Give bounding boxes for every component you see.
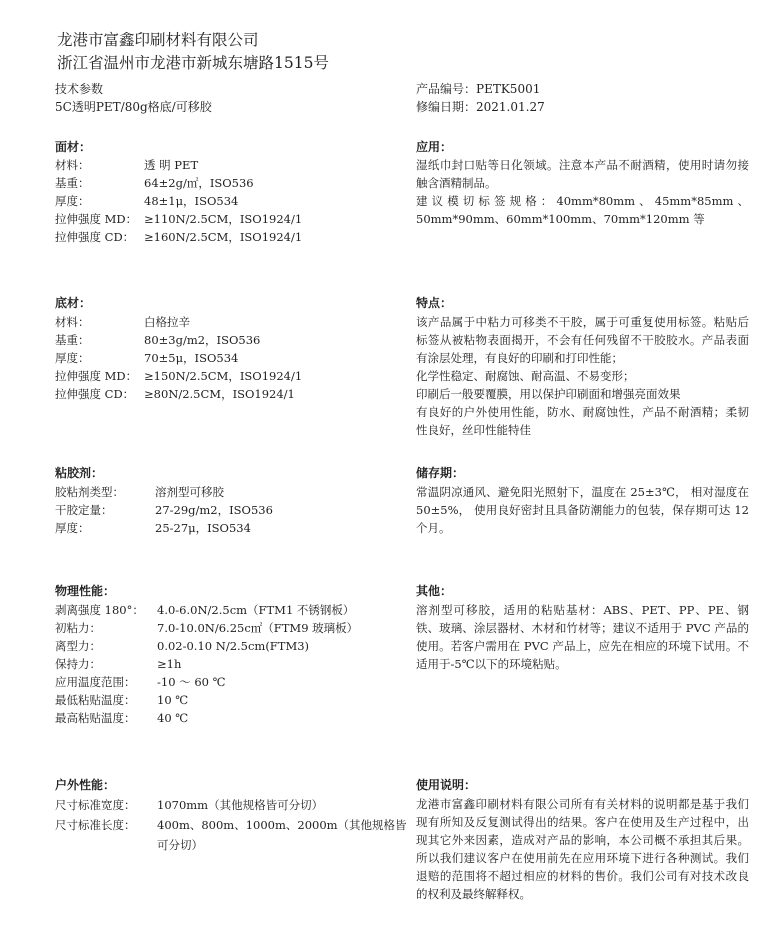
spec-row (55, 519, 273, 537)
paragraph: 化学性稳定、耐腐蚀、耐高温、不易变形； (416, 369, 635, 383)
spec-value: ≥80N/2.5CM，ISO1924/1 (144, 387, 295, 401)
spec-label: 应用温度范围： (55, 675, 136, 689)
physical-properties-title: 物理性能： (55, 584, 116, 598)
spec-value: 白格拉辛 (144, 315, 190, 329)
paragraph: 湿纸巾封口贴等日化领域。注意本产品不耐酒精，使用时请勿接触含酒精制品。 (416, 158, 749, 190)
spec-label: 厚度： (55, 351, 90, 365)
spec-row (55, 331, 302, 349)
spec-value: ≥1h (157, 657, 182, 671)
spec-label: 剥离强度 180°： (55, 603, 144, 617)
spec-row (55, 156, 302, 174)
spec-label: 离型力： (55, 639, 101, 653)
application-title: 应用： (416, 140, 453, 154)
spec-label: 拉伸强度 MD： (55, 212, 138, 226)
spec-row (55, 835, 407, 855)
spec-row (55, 601, 358, 619)
other-text (416, 601, 749, 673)
liner-specs (55, 313, 302, 403)
paragraph: 有良好的户外使用性能，防水、耐腐蚀性，产品不耐酒精；柔韧性良好，丝印性能特佳 (416, 405, 749, 437)
spec-row (55, 192, 302, 210)
spec-label: 最高粘贴温度： (55, 711, 136, 725)
product-description: 5C透明PET/80g格底/可移胶 (55, 100, 212, 114)
spec-row (55, 385, 302, 403)
spec-label: 尺寸标准长度： (55, 818, 136, 832)
liner-title: 底材： (55, 296, 92, 310)
usage-title: 使用说明： (416, 778, 477, 792)
spec-value: 400m、800m、1000m、2000m（其他规格皆 (157, 818, 407, 832)
company-address: 浙江省温州市龙港市新城东塘路1515号 (57, 54, 329, 72)
spec-value: 可分切） (157, 838, 203, 852)
spec-value: 25-27μ，ISO534 (155, 521, 251, 535)
paragraph: 印刷后一般要覆膜，用以保护印刷面和增强亮面效果 (416, 387, 681, 401)
spec-label: 胶粘剂类型： (55, 485, 124, 499)
spec-label: 尺寸标准宽度： (55, 798, 136, 812)
outdoor-performance-specs (55, 795, 407, 855)
spec-value: 40 ℃ (157, 711, 189, 725)
spec-label: 厚度： (55, 194, 90, 208)
paragraph: 建议模切标签规格：40mm*80mm、45mm*85mm、50mm*90mm、60mm*100mm、70mm*120mm 等 (416, 194, 749, 226)
spec-label: 初粘力： (55, 621, 101, 635)
company-name: 龙港市富鑫印刷材料有限公司 (57, 31, 259, 49)
spec-value: 80±3g/m2，ISO536 (144, 333, 261, 347)
spec-label: 厚度： (55, 521, 90, 535)
spec-value: 70±5μ，ISO534 (144, 351, 239, 365)
spec-row (55, 210, 302, 228)
spec-label: 材料： (55, 158, 90, 172)
product-code: 产品编号：PETK5001 (416, 82, 541, 96)
spec-label: 拉伸强度 CD： (55, 387, 135, 401)
doc-type: 技术参数 (55, 82, 104, 96)
spec-label: 基重： (55, 333, 90, 347)
physical-properties-specs (55, 601, 358, 727)
spec-value: ≥110N/2.5CM，ISO1924/1 (144, 212, 303, 226)
spec-label: 拉伸强度 CD： (55, 230, 135, 244)
spec-row (55, 673, 358, 691)
face-material-title: 面材： (55, 140, 92, 154)
spec-label: 保持力： (55, 657, 101, 671)
spec-row (55, 709, 358, 727)
features-text (416, 313, 749, 439)
paragraph: 该产品属于中粘力可移类不干胶，属于可重复使用标签。粘贴后标签从被粘物表面揭开，不会有任何残留不干胶胶水。产品表面有涂层处理，有良好的印刷和打印性能； (416, 315, 749, 365)
paragraph: 溶剂型可移胶，适用的粘贴基材：ABS、PET、PP、PE、钢铁、玻璃、涂层器材、木材和竹材等；建议不适用于 PVC 产品的使用。若客户需用在 PVC 产品上，应先在相应的环境下试用。不适用于-5℃以下的环境粘贴。 (416, 603, 749, 671)
spec-row (55, 655, 358, 673)
spec-label: 最低粘贴温度： (55, 693, 136, 707)
spec-label: 材料： (55, 315, 90, 329)
paragraph: 常温阴凉通风、避免阳光照射下，温度在 25±3℃， 相对湿度在 50±5%， 使用良好密封且具备防潮能力的包装，保存期可达 12 个月。 (416, 485, 749, 535)
spec-row (55, 501, 273, 519)
application-text (416, 156, 749, 228)
spec-row (55, 483, 273, 501)
spec-label: 基重： (55, 176, 90, 190)
paragraph: 龙港市富鑫印刷材料有限公司所有有关材料的说明都是基于我们现有所知及反复测试得出的结果。客户在使用及生产过程中，出现其它外来因素，造成对产品的影响，本公司概不承担其后果。所以我们建议客户在使用前先在应用环境下进行各种测试。我们退赔的范围将不超过相应的材料的售价。我们公司有对技术改良的权利及最终解释权。 (416, 797, 749, 901)
outdoor-performance-title: 户外性能： (55, 778, 116, 792)
spec-value: 0.02-0.10 N/2.5cm(FTM3) (157, 639, 310, 653)
spec-value: -10 ～ 60 ℃ (157, 675, 226, 689)
adhesive-specs (55, 483, 273, 537)
spec-row (55, 313, 302, 331)
spec-value: ≥160N/2.5CM，ISO1924/1 (144, 230, 303, 244)
spec-row (55, 349, 302, 367)
spec-row (55, 367, 302, 385)
adhesive-title: 粘胶剂： (55, 466, 104, 480)
spec-value: 10 ℃ (157, 693, 189, 707)
spec-row (55, 795, 407, 815)
spec-value: 64±2g/㎡，ISO536 (144, 176, 254, 190)
storage-title: 储存期： (416, 466, 465, 480)
spec-label: 干胶定量： (55, 503, 113, 517)
spec-row (55, 174, 302, 192)
storage-text (416, 483, 749, 537)
revision-date: 修编日期：2021.01.27 (416, 100, 545, 114)
spec-value: 27-29g/m2，ISO536 (155, 503, 273, 517)
spec-value: ≥150N/2.5CM，ISO1924/1 (144, 369, 303, 383)
spec-value: 7.0-10.0N/6.25c㎡（FTM9 玻璃板） (157, 621, 359, 635)
spec-value: 4.0-6.0N/2.5cm（FTM1 不锈钢板） (157, 603, 355, 617)
spec-row (55, 619, 358, 637)
usage-text (416, 795, 749, 903)
spec-row (55, 228, 302, 246)
other-title: 其他： (416, 584, 453, 598)
spec-value: 48±1μ，ISO534 (144, 194, 239, 208)
spec-value: 1070mm（其他规格皆可分切） (157, 798, 324, 812)
spec-value: 溶剂型可移胶 (155, 485, 224, 499)
spec-row (55, 637, 358, 655)
features-title: 特点： (416, 296, 453, 310)
spec-label: 拉伸强度 MD： (55, 369, 138, 383)
spec-row (55, 691, 358, 709)
face-material-specs (55, 156, 302, 246)
spec-value: 透 明 PET (144, 158, 199, 172)
spec-row (55, 815, 407, 835)
